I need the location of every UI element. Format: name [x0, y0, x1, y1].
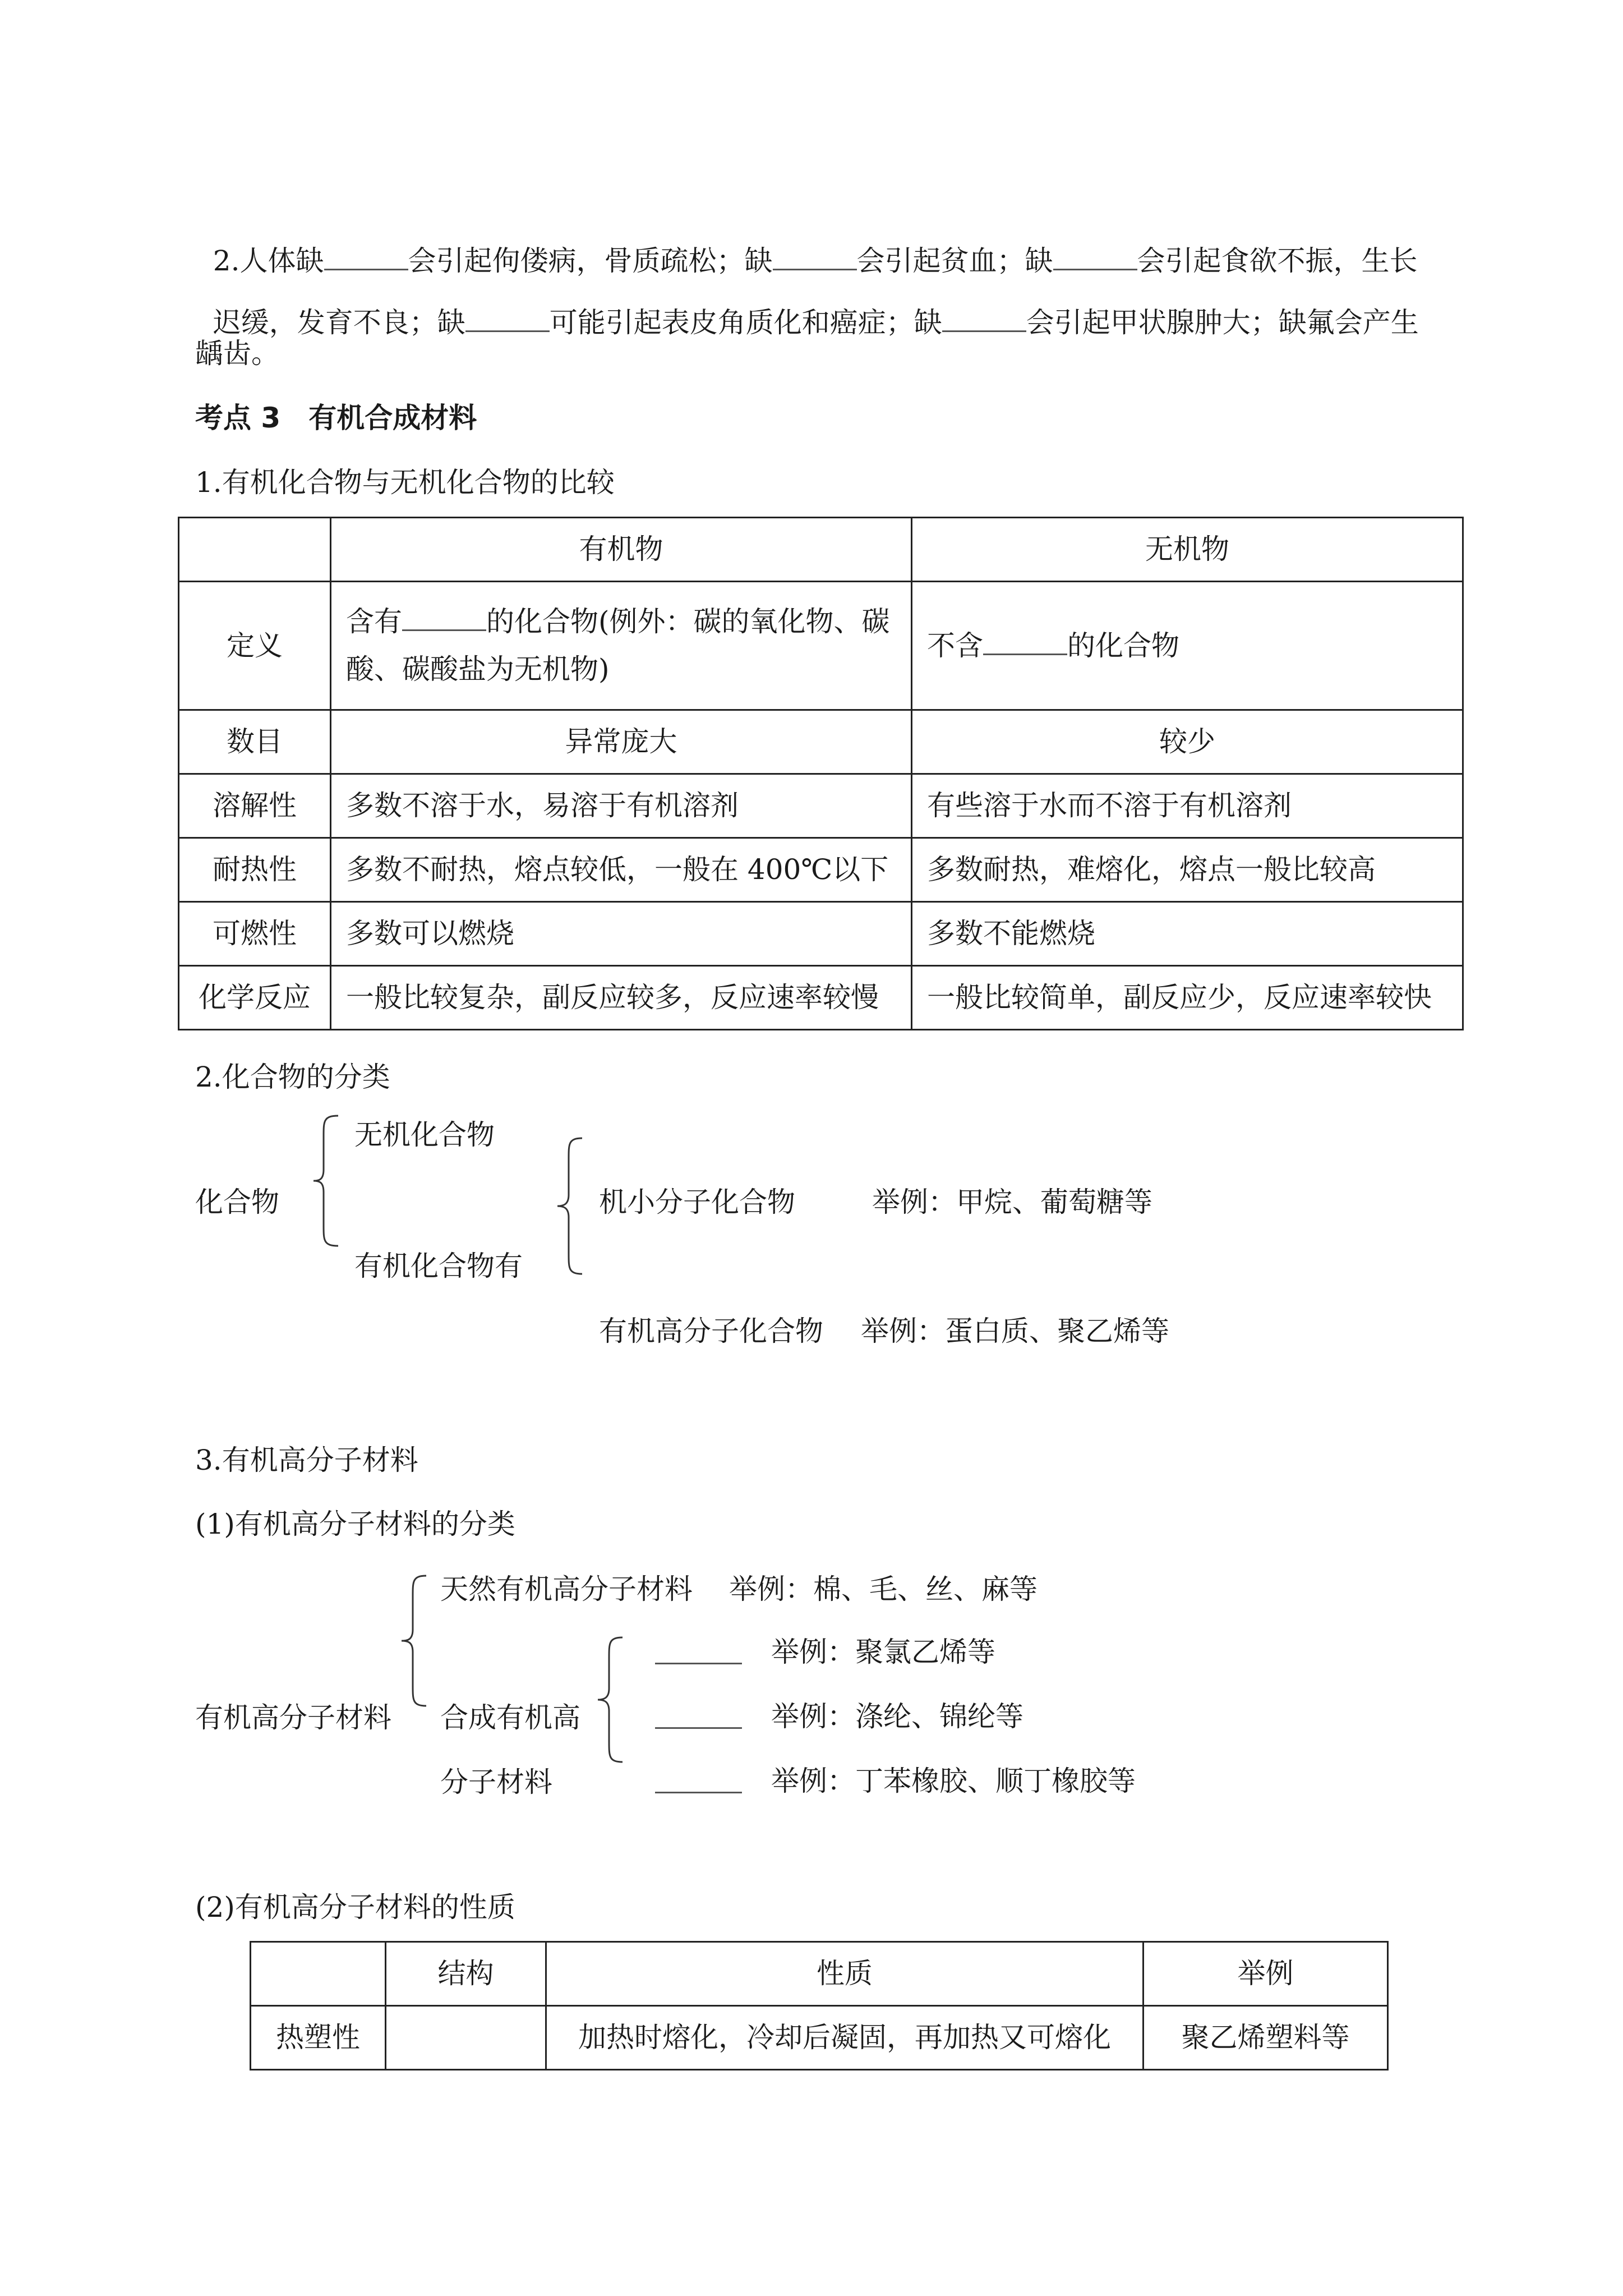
answer-blank[interactable] [942, 306, 1026, 332]
q2-text: 会引起贫血；缺 [856, 245, 1053, 277]
table-cell: 有些溶于水而不溶于有机溶剂 [912, 774, 1463, 838]
table-cell: 异常庞大 [331, 710, 912, 774]
table-cell: 多数不耐热，熔点较低，一般在 400℃以下 [331, 838, 912, 902]
tree-node-natural: 天然有机高分子材料 [440, 1573, 693, 1605]
table-row [179, 774, 1463, 838]
table-row [179, 838, 1463, 902]
table-row [179, 966, 1463, 1030]
tree-node-synthetic: 合成有机高 [440, 1701, 580, 1734]
q2-text: 会引起食欲不振，生长 [1137, 245, 1418, 277]
q2-text: 会引起甲状腺肿大；缺氟会产生 [1026, 306, 1419, 339]
row-label: 数目 [179, 710, 331, 774]
tree-node-inorganic: 无机化合物 [354, 1119, 495, 1151]
comparison-table [178, 517, 1464, 1030]
row-label: 耐热性 [179, 838, 331, 902]
answer-blank[interactable] [402, 605, 486, 631]
row-label: 化学反应 [179, 966, 331, 1030]
q2-text: 会引起佝偻病，骨质疏松；缺 [408, 245, 773, 277]
brace-icon [596, 1635, 629, 1764]
q2-line-1 [195, 216, 1418, 275]
tree-root: 化合物 [195, 1186, 279, 1218]
answer-blank[interactable] [773, 244, 857, 270]
header-cell [179, 518, 331, 582]
table-row [179, 710, 1463, 774]
table-row [179, 902, 1463, 966]
row-label: 溶解性 [179, 774, 331, 838]
answer-blank[interactable] [655, 1767, 742, 1793]
q2-line-3: 龋齿。 [195, 337, 279, 370]
part3-sub2: (2)有机高分子材料的性质 [195, 1891, 515, 1924]
table-cell: 一般比较简单，副反应少，反应速率较快 [912, 966, 1463, 1030]
cell-text: 的化合物 [1067, 629, 1179, 662]
table-cell: 加热时熔化，冷却后凝固，再加热又可熔化 [546, 2006, 1144, 2070]
part1-title: 1.有机化合物与无机化合物的比较 [195, 466, 615, 499]
tree-node-synthetic: 分子材料 [440, 1766, 552, 1798]
cell-text: 不含 [927, 629, 983, 662]
tree-example: 举例：甲烷、葡萄糖等 [872, 1186, 1152, 1218]
table-cell[interactable] [386, 2006, 546, 2070]
answer-blank[interactable] [655, 1638, 742, 1664]
tree-example: 举例：聚氯乙烯等 [771, 1636, 995, 1668]
brace-icon [399, 1573, 433, 1708]
tree-example: 举例：棉、毛、丝、麻等 [729, 1573, 1038, 1605]
table-cell: 聚乙烯塑料等 [1144, 2006, 1388, 2070]
tree-node-large: 有机高分子化合物 [599, 1315, 823, 1347]
row-label: 可燃性 [179, 902, 331, 966]
header-cell: 有机物 [331, 518, 912, 582]
table-cell [912, 582, 1463, 710]
brace-icon [555, 1136, 589, 1276]
table-row [251, 1942, 1388, 2006]
q2-text: 迟缓，发育不良；缺 [213, 306, 465, 339]
cell-text: 酸、碳酸盐为无机物) [346, 653, 610, 685]
tree-root: 有机高分子材料 [195, 1701, 391, 1734]
table-row [179, 582, 1463, 710]
table-cell: 较少 [912, 710, 1463, 774]
table-row [179, 518, 1463, 582]
q2-text: 可能引起表皮角质化和癌症；缺 [549, 306, 942, 339]
part2-title: 2.化合物的分类 [195, 1061, 390, 1093]
table-cell: 多数可以燃烧 [331, 902, 912, 966]
answer-blank[interactable] [655, 1703, 742, 1729]
answer-blank[interactable] [465, 306, 550, 332]
table-cell: 多数不溶于水，易溶于有机溶剂 [331, 774, 912, 838]
q2-line-2 [195, 278, 1419, 337]
table-row [251, 2006, 1388, 2070]
header-cell [251, 1942, 386, 2006]
header-cell: 无机物 [912, 518, 1463, 582]
properties-table [250, 1941, 1389, 2070]
cell-text: 的化合物(例外：碳的氧化物、碳 [486, 605, 890, 638]
table-cell: 多数不能燃烧 [912, 902, 1463, 966]
tree-node-small: 机小分子化合物 [599, 1186, 795, 1218]
header-cell: 性质 [546, 1942, 1144, 2006]
brace-icon [311, 1114, 345, 1248]
row-label: 定义 [179, 582, 331, 710]
part3-title: 3.有机高分子材料 [195, 1444, 418, 1476]
header-cell: 举例 [1144, 1942, 1388, 2006]
tree-example: 举例：涤纶、锦纶等 [771, 1700, 1023, 1733]
header-cell: 结构 [386, 1942, 546, 2006]
part3-sub1: (1)有机高分子材料的分类 [195, 1508, 515, 1540]
cell-text: 含有 [346, 605, 402, 638]
table-cell [331, 582, 912, 710]
table-cell: 多数耐热，难熔化，熔点一般比较高 [912, 838, 1463, 902]
table-cell: 一般比较复杂，副反应较多，反应速率较慢 [331, 966, 912, 1030]
tree-example: 举例：蛋白质、聚乙烯等 [861, 1315, 1169, 1347]
section-title: 考点 3 有机合成材料 [195, 402, 477, 434]
row-label: 热塑性 [251, 2006, 386, 2070]
answer-blank[interactable] [324, 244, 408, 270]
tree-node-organic: 有机化合物有 [354, 1250, 523, 1282]
q2-text: 2.人体缺 [213, 245, 324, 277]
answer-blank[interactable] [983, 629, 1067, 655]
answer-blank[interactable] [1053, 244, 1137, 270]
tree-example: 举例：丁苯橡胶、顺丁橡胶等 [771, 1765, 1136, 1797]
